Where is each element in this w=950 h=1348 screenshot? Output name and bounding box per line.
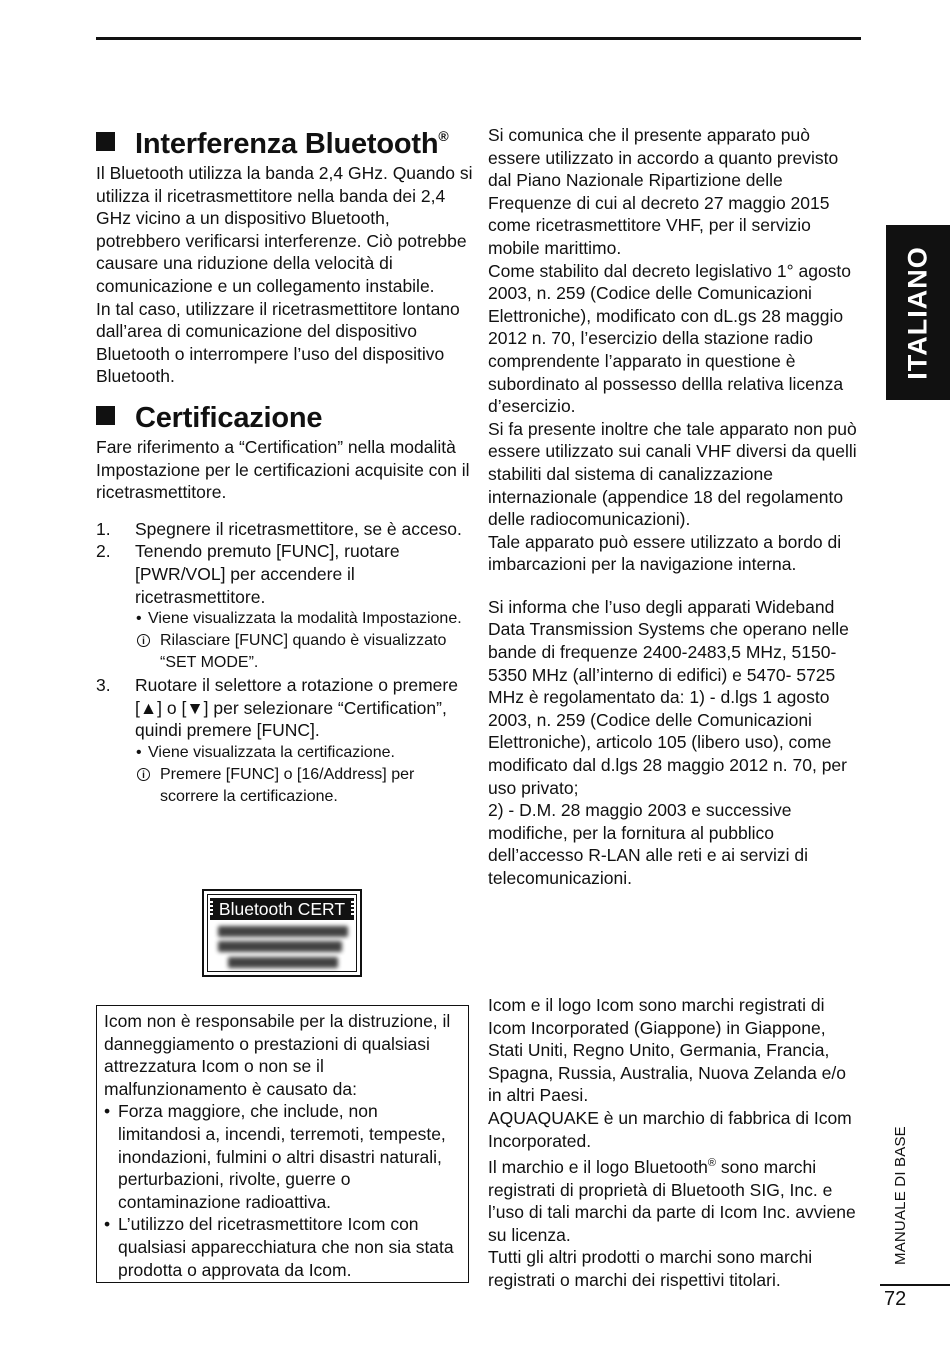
disclaimer-item: • Forza maggiore, che include, non limitandosi a, incendi, terremoti, tempeste, inondazioni, fulmini o altri disastri naturali, perturbazioni, rivolte, guerre o contaminazione radioattiva. (104, 1100, 461, 1213)
info-icon: i (137, 768, 150, 781)
step-bullet: • Viene visualizzata la certificazione. (135, 742, 474, 764)
disclaimer-item: • L’utilizzo del ricetrasmettitore Icom con qualsiasi apparecchiatura che non sia stata prodotta o approvata da Icom. (104, 1213, 461, 1281)
lcd-display-illustration (202, 889, 362, 977)
bluetooth-paragraph-2: In tal caso, utilizzare il ricetrasmettitore lontano dall’area di comunicazione del dispositivo Bluetooth o interrompere l’uso del dispositivo Bluetooth. (96, 298, 460, 387)
regulatory-paragraph: Come stabilito dal decreto legislativo 1° agosto 2003, n. 259 (Codice delle Comunicazioni Elettroniche), modificato con dL.gs 28 maggio 2012 n. 70, l’esercizio della stazione radio comprendente l’apparato in questione è subordinato al possesso dellla relativa licenza d’esercizio. (488, 260, 852, 417)
regulatory-paragraph: Si comunica che il presente apparato può essere utilizzato in accordo a quanto previsto dal Piano Nazionale Ripartizione delle Frequenze di cui al decreto 27 maggio 2015 come ricetrasmettitore VHF, per il servizio mobile marittimo. (488, 125, 839, 258)
section-title-certification: Certificazione (96, 400, 474, 436)
info-icon: i (137, 634, 150, 647)
step-info: i Rilasciare [FUNC] quando è visualizzato “SET MODE”. (135, 630, 474, 674)
section-title-bluetooth: Interferenza Bluetooth® (96, 118, 474, 162)
trademark-paragraph: Tutti gli altri prodotti o marchi sono marchi registrati o marchi dei rispettivi titolari. (488, 1247, 813, 1290)
steps-list (96, 518, 474, 808)
trademark-column (488, 994, 864, 1292)
certification-intro: Fare riferimento a “Certification” nella modalità Impostazione per le certificazioni acquisite con il ricetrasmettitore. (96, 436, 470, 503)
step-item: 1. Spegnere il ricetrasmettitore, se è acceso. (96, 518, 462, 539)
trademark-paragraph: Il marchio e il logo Bluetooth® sono marchi registrati di proprietà di Bluetooth SIG, Inc. e l’uso di tali marchi da parte di Icom Inc. avviene su licenza. (488, 1156, 856, 1245)
bottom-rule (880, 1284, 950, 1286)
bluetooth-paragraph: Il Bluetooth utilizza la banda 2,4 GHz. Quando si utilizza il ricetrasmettitore nella banda dei 2,4 GHz vicino a un dispositivo Bluetooth, potrebbero verificarsi interferenze. Ciò potrebbe causare una riduzione della velocità di comunicazione e un collegamento instabile. (96, 163, 473, 296)
step-item: 2. Tenendo premuto [FUNC], ruotare [PWR/VOL] per accendere il ricetrasmettitore. • Viene visualizzata la modalità Impostazione. i Rilasciare [FUNC] quando è visualizzato “SET MODE”. (96, 540, 474, 674)
regulatory-paragraph: Tale apparato può essere utilizzato a bordo di imbarcazioni per la navigazione interna. (488, 531, 842, 575)
regulatory-paragraph: Si informa che l’uso degli apparati Wideband Data Transmission Systems che operano nelle bande di frequenze 2400-2483,5 MHz, 5150-5350 MHz (all’interno di edifici) e 5470- 5725 MHz è regolamentato da: 1) - d.lgs 1 agosto 2003, n. 259 (Codice delle Comunicazioni Elettroniche), articolo 105 (libero uso), come modificato dal d.lgs 28 maggio 2012 n. 70, per uso privato; (488, 596, 849, 798)
trademark-paragraph: AQUAQUAKE è un marchio di fabbrica di Icom Incorporated. (488, 1107, 852, 1151)
step-item: 3. Ruotare il selettore a rotazione o premere [▲] o [▼] per selezionare “Certification”, quindi premere [FUNC]. • Viene visualizzata la certificazione. i Premere [FUNC] o [16/Address] per scorrere la certificazione. (96, 674, 474, 808)
language-tab: ITALIANO (886, 225, 950, 400)
disclaimer-box (96, 1005, 469, 1283)
disclaimer-intro: Icom non è responsabile per la distruzione, il danneggiamento o prestazioni di qualsiasi attrezzatura Icom o non se il malfunzionamento è causato da: (104, 1011, 451, 1099)
right-column (488, 124, 864, 890)
regulatory-paragraph: Si fa presente inoltre che tale apparato non può essere utilizzato sui canali VHF diversi da quelli stabiliti dal sistema di canalizzazione internazionale (appendice 18 del regolamento delle radiocomunicazioni). (488, 418, 857, 530)
page-number: 72 (884, 1288, 907, 1310)
square-bullet-icon (96, 406, 115, 425)
top-rule (96, 37, 861, 40)
lcd-title: Bluetooth CERT (210, 898, 354, 920)
square-bullet-icon (96, 132, 115, 151)
blurred-line (218, 941, 342, 952)
blurred-line (218, 926, 348, 937)
manual-label: MANUALE DI BASE (892, 1126, 909, 1265)
blurred-line (228, 957, 338, 968)
left-column (96, 118, 474, 808)
regulatory-paragraph: 2) - D.M. 28 maggio 2003 e successive modifiche, per la fornitura al pubblico dell’accesso R-LAN alle reti e ai servizi di telecomunicazioni. (488, 800, 808, 888)
step-info: i Premere [FUNC] o [16/Address] per scorrere la certificazione. (135, 764, 474, 808)
step-bullet: • Viene visualizzata la modalità Impostazione. (135, 608, 474, 630)
trademark-paragraph: Icom e il logo Icom sono marchi registrati di Icom Incorporated (Giappone) in Giappone, Stati Uniti, Regno Unito, Germania, Francia, Spagna, Russia, Australia, Nuova Zelanda e/o in altri Paesi. (488, 995, 846, 1106)
